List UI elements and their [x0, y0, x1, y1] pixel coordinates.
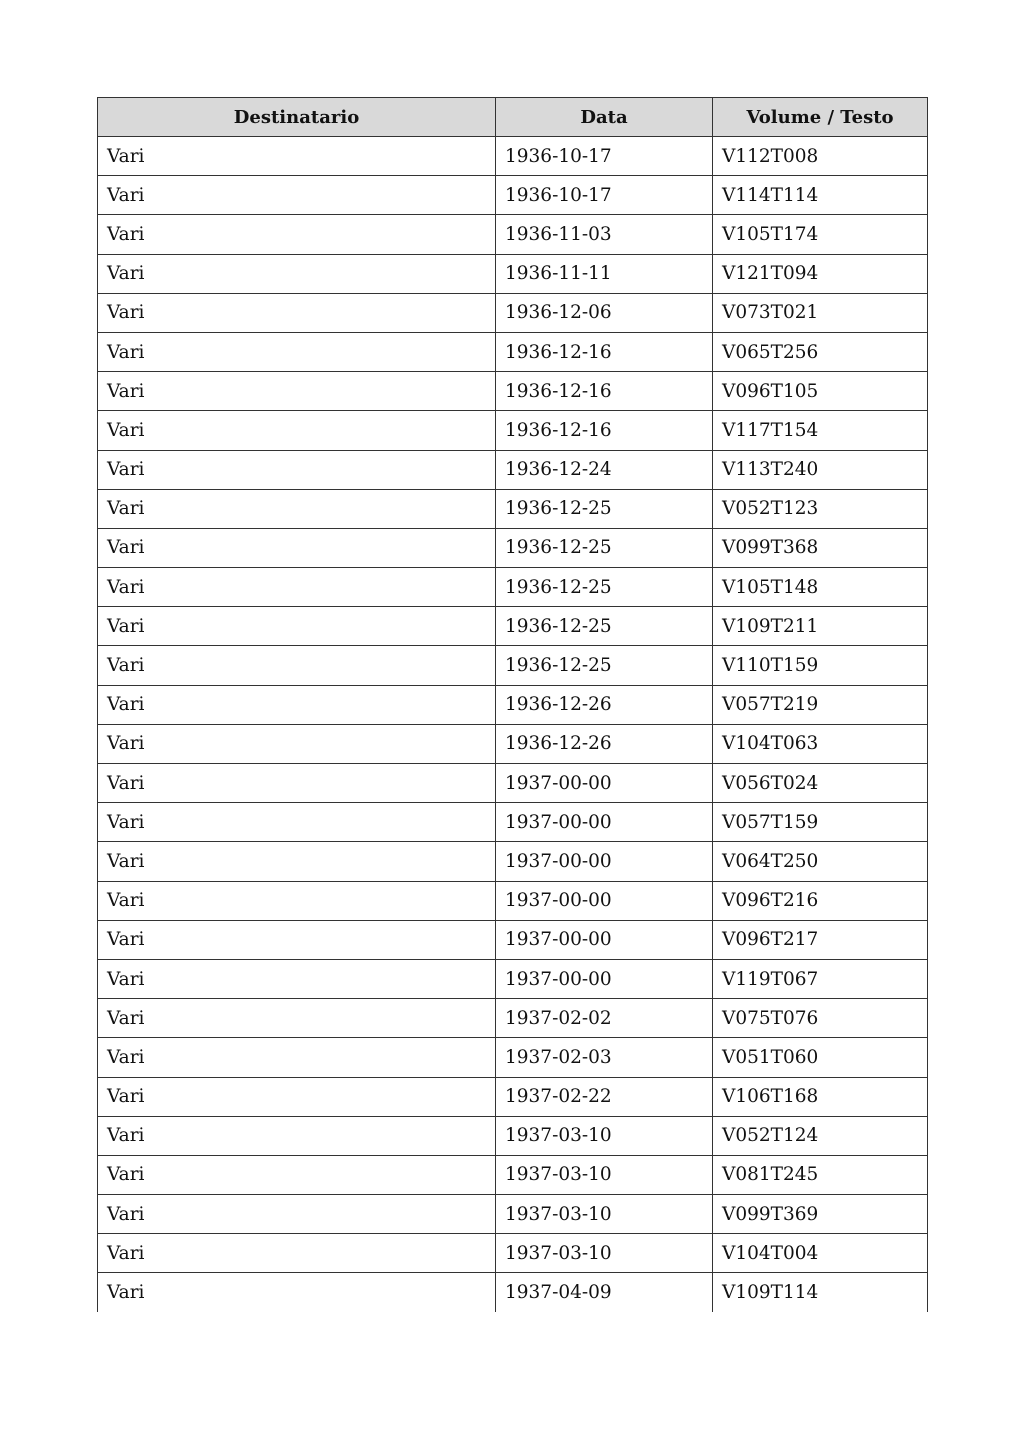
table-row [98, 137, 928, 176]
cell-volume-testo: V106T168 [713, 1077, 928, 1116]
cell-destinatario: Vari [98, 646, 496, 685]
cell-data: 1936-12-25 [496, 568, 713, 607]
cell-destinatario: Vari [98, 372, 496, 411]
table-row [98, 1155, 928, 1194]
table-row [98, 450, 928, 489]
cell-volume-testo: V121T094 [713, 254, 928, 293]
cell-volume-testo: V109T114 [713, 1273, 928, 1312]
cell-volume-testo: V109T211 [713, 607, 928, 646]
cell-data: 1937-02-03 [496, 1038, 713, 1077]
cell-volume-testo: V052T124 [713, 1116, 928, 1155]
cell-volume-testo: V073T021 [713, 293, 928, 332]
cell-destinatario: Vari [98, 176, 496, 215]
cell-data: 1937-00-00 [496, 881, 713, 920]
cell-volume-testo: V104T004 [713, 1234, 928, 1273]
cell-volume-testo: V110T159 [713, 646, 928, 685]
table-row [98, 293, 928, 332]
table-row [98, 920, 928, 959]
cell-data: 1937-04-09 [496, 1273, 713, 1312]
cell-data: 1937-00-00 [496, 959, 713, 998]
table-row [98, 685, 928, 724]
cell-destinatario: Vari [98, 920, 496, 959]
cell-destinatario: Vari [98, 332, 496, 371]
cell-volume-testo: V105T174 [713, 215, 928, 254]
cell-volume-testo: V057T219 [713, 685, 928, 724]
cell-destinatario: Vari [98, 881, 496, 920]
cell-volume-testo: V065T256 [713, 332, 928, 371]
cell-volume-testo: V081T245 [713, 1155, 928, 1194]
cell-data: 1936-11-03 [496, 215, 713, 254]
cell-destinatario: Vari [98, 293, 496, 332]
records-table [97, 97, 928, 1312]
table-row [98, 646, 928, 685]
header-volume-testo: Volume / Testo [713, 98, 928, 137]
cell-data: 1937-03-10 [496, 1155, 713, 1194]
table-row [98, 489, 928, 528]
cell-data: 1937-03-10 [496, 1116, 713, 1155]
cell-destinatario: Vari [98, 999, 496, 1038]
table-row [98, 215, 928, 254]
cell-volume-testo: V105T148 [713, 568, 928, 607]
table-row [98, 1273, 928, 1312]
table-row [98, 842, 928, 881]
cell-volume-testo: V064T250 [713, 842, 928, 881]
table-header [98, 98, 928, 137]
cell-data: 1937-03-10 [496, 1234, 713, 1273]
cell-volume-testo: V113T240 [713, 450, 928, 489]
cell-data: 1937-00-00 [496, 920, 713, 959]
cell-data: 1936-12-16 [496, 411, 713, 450]
cell-volume-testo: V112T008 [713, 137, 928, 176]
table-row [98, 372, 928, 411]
cell-data: 1936-12-25 [496, 607, 713, 646]
cell-data: 1937-00-00 [496, 764, 713, 803]
cell-destinatario: Vari [98, 959, 496, 998]
table-row [98, 607, 928, 646]
table-row [98, 764, 928, 803]
cell-volume-testo: V056T024 [713, 764, 928, 803]
cell-data: 1936-11-11 [496, 254, 713, 293]
table-row [98, 568, 928, 607]
table-row [98, 1077, 928, 1116]
table-row [98, 176, 928, 215]
cell-data: 1937-00-00 [496, 842, 713, 881]
header-destinatario: Destinatario [98, 98, 496, 137]
cell-destinatario: Vari [98, 1038, 496, 1077]
cell-destinatario: Vari [98, 137, 496, 176]
cell-destinatario: Vari [98, 607, 496, 646]
cell-destinatario: Vari [98, 1234, 496, 1273]
table-row [98, 1116, 928, 1155]
cell-destinatario: Vari [98, 1116, 496, 1155]
cell-data: 1937-00-00 [496, 803, 713, 842]
cell-volume-testo: V051T060 [713, 1038, 928, 1077]
cell-data: 1936-12-16 [496, 372, 713, 411]
table-row [98, 332, 928, 371]
cell-volume-testo: V119T067 [713, 959, 928, 998]
header-row [98, 98, 928, 137]
cell-destinatario: Vari [98, 450, 496, 489]
table-row [98, 528, 928, 567]
cell-volume-testo: V057T159 [713, 803, 928, 842]
cell-data: 1936-12-25 [496, 646, 713, 685]
cell-data: 1936-10-17 [496, 176, 713, 215]
cell-data: 1936-10-17 [496, 137, 713, 176]
cell-volume-testo: V117T154 [713, 411, 928, 450]
cell-destinatario: Vari [98, 1155, 496, 1194]
cell-destinatario: Vari [98, 489, 496, 528]
cell-destinatario: Vari [98, 724, 496, 763]
cell-volume-testo: V099T369 [713, 1195, 928, 1234]
cell-data: 1936-12-16 [496, 332, 713, 371]
table-row [98, 1038, 928, 1077]
cell-destinatario: Vari [98, 215, 496, 254]
cell-volume-testo: V075T076 [713, 999, 928, 1038]
table-row [98, 999, 928, 1038]
table-row [98, 1195, 928, 1234]
cell-volume-testo: V096T105 [713, 372, 928, 411]
cell-destinatario: Vari [98, 803, 496, 842]
cell-destinatario: Vari [98, 528, 496, 567]
cell-volume-testo: V052T123 [713, 489, 928, 528]
table-row [98, 803, 928, 842]
cell-volume-testo: V099T368 [713, 528, 928, 567]
cell-data: 1936-12-26 [496, 724, 713, 763]
cell-destinatario: Vari [98, 1077, 496, 1116]
cell-destinatario: Vari [98, 411, 496, 450]
cell-volume-testo: V114T114 [713, 176, 928, 215]
cell-destinatario: Vari [98, 764, 496, 803]
table-body [98, 137, 928, 1313]
cell-data: 1936-12-24 [496, 450, 713, 489]
cell-volume-testo: V104T063 [713, 724, 928, 763]
cell-data: 1936-12-25 [496, 489, 713, 528]
table-row [98, 411, 928, 450]
table-row [98, 724, 928, 763]
cell-destinatario: Vari [98, 254, 496, 293]
cell-destinatario: Vari [98, 1273, 496, 1312]
cell-data: 1936-12-06 [496, 293, 713, 332]
table-row [98, 254, 928, 293]
cell-data: 1937-02-02 [496, 999, 713, 1038]
cell-destinatario: Vari [98, 568, 496, 607]
table-row [98, 959, 928, 998]
cell-destinatario: Vari [98, 1195, 496, 1234]
cell-data: 1936-12-26 [496, 685, 713, 724]
cell-destinatario: Vari [98, 685, 496, 724]
cell-data: 1936-12-25 [496, 528, 713, 567]
table-row [98, 881, 928, 920]
cell-volume-testo: V096T216 [713, 881, 928, 920]
cell-data: 1937-02-22 [496, 1077, 713, 1116]
cell-data: 1937-03-10 [496, 1195, 713, 1234]
table-row [98, 1234, 928, 1273]
cell-destinatario: Vari [98, 842, 496, 881]
cell-volume-testo: V096T217 [713, 920, 928, 959]
header-data: Data [496, 98, 713, 137]
